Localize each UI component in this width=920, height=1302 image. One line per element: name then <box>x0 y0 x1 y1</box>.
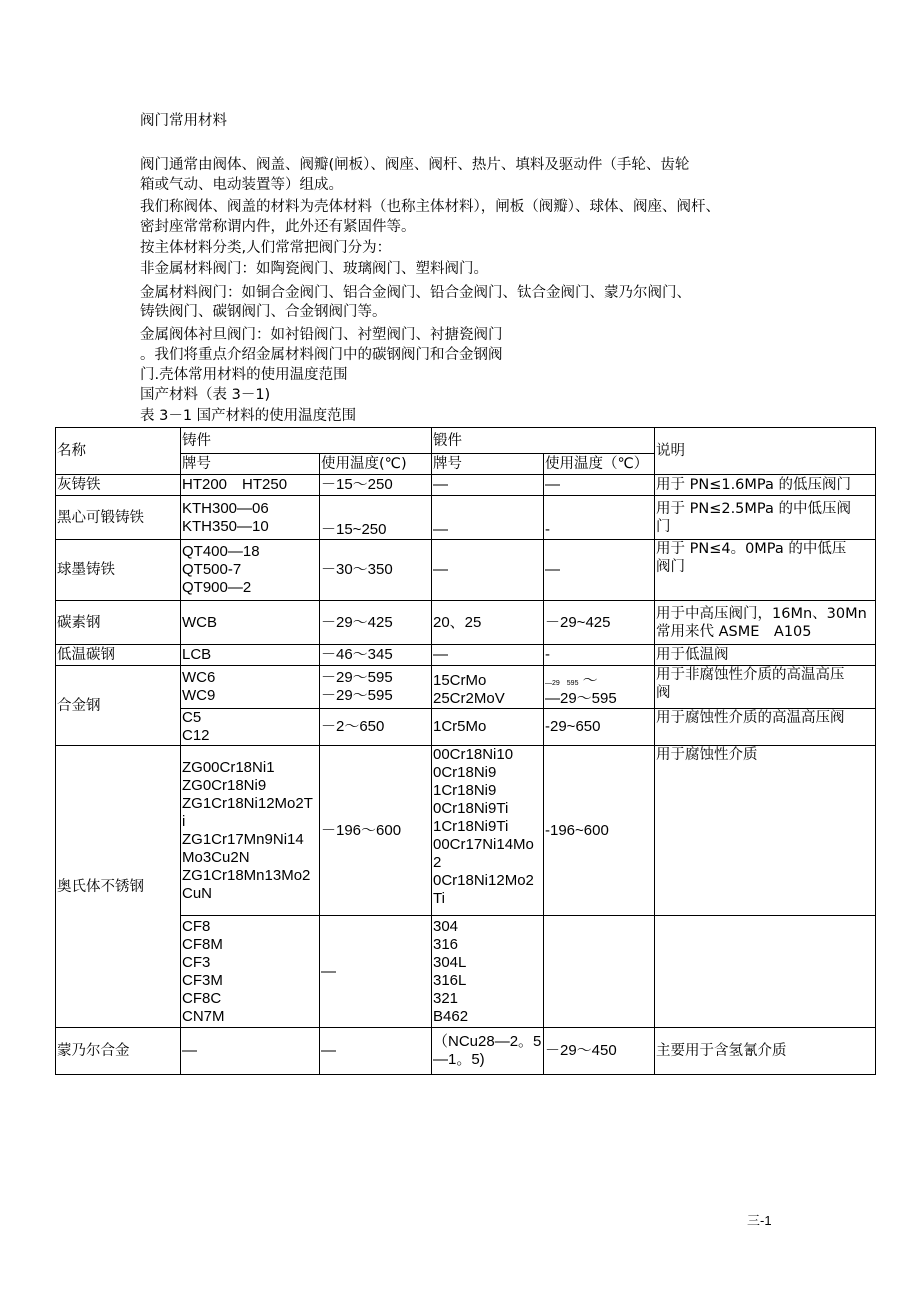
cast-grade-line: ZG1Cr18Ni12Mo2T <box>182 794 313 812</box>
cast-temp: －46～345 <box>320 645 432 666</box>
forge-temp: - <box>544 645 655 666</box>
forge-grade-line: 1Cr18Ni9 <box>433 782 497 799</box>
cast-temp: — <box>320 1028 432 1075</box>
forge-grade-line: Ti <box>433 890 445 907</box>
remark <box>655 666 876 709</box>
forge-grade-line: 15CrMo <box>433 672 487 689</box>
remark-line: 用于 PN≤4。0MPa 的中低压 <box>656 541 847 557</box>
cast-temp: －196～600 <box>320 746 432 916</box>
table-row <box>56 666 876 709</box>
cast-grade-line: CF3 <box>182 953 211 971</box>
cast-grade-line: WC6 <box>182 669 216 686</box>
remark-line: 阀门 <box>656 559 685 575</box>
cast-temp: －2～650 <box>320 709 432 746</box>
paragraph-line: 密封座常常称谓内件，此外还有紧固件等。 <box>140 219 416 235</box>
paragraph-line: 。我们将重点介绍金属材料阀门中的碳钢阀门和合金钢阀 <box>140 347 503 363</box>
remark: 用于腐蚀性介质的高温高压阀 <box>655 709 876 746</box>
forge-grade <box>432 1028 544 1075</box>
cast-grade <box>181 746 320 916</box>
cast-grade <box>181 496 320 540</box>
remark-line: 门 <box>656 518 671 535</box>
cast-grade-line: QT400—18 <box>182 543 260 560</box>
paragraph-line: 金属阀体衬旦阀门：如衬铅阀门、衬塑阀门、衬搪瓷阀门 <box>140 327 503 343</box>
forge-temp: -196~600 <box>544 746 655 916</box>
forge-grade-line: 321 <box>433 989 459 1007</box>
forge-grade-line: 0Cr18Ni9 <box>433 764 497 781</box>
material-name: 蒙乃尔合金 <box>56 1028 181 1075</box>
cast-grade-line: ZG1Cr18Mn13Mo2 <box>182 866 311 884</box>
paragraph-line: 非金属材料阀门：如陶瓷阀门、玻璃阀门、塑料阀门。 <box>140 261 488 277</box>
cast-grade-line: C12 <box>182 727 210 744</box>
cast-grade: LCB <box>181 645 320 666</box>
cast-temp-line: －29～595 <box>321 669 393 686</box>
cast-grade: HT200 HT250 <box>181 475 320 496</box>
cast-temp: －30～350 <box>320 540 432 601</box>
forge-grade-line: 304 <box>433 917 459 935</box>
remark-line: 阀 <box>656 685 671 701</box>
remark-line: 用于中高压阀门，16Mn、30Mn <box>656 605 867 622</box>
remark: 用于低温阀 <box>655 645 876 666</box>
forge-grade <box>432 916 544 1028</box>
table-caption: 表 3－1 国产材料的使用温度范围 <box>140 408 357 424</box>
paragraph-line: 金属材料阀门：如铜合金阀门、铝合金阀门、铅合金阀门、钛合金阀门、蒙乃尔阀门、 <box>140 285 691 301</box>
forge-grade-line: 00Cr18Ni10 <box>433 746 514 763</box>
cast-grade <box>181 666 320 709</box>
remark <box>655 916 876 1028</box>
header-casting: 铸件 <box>181 428 432 454</box>
cast-temp: — <box>320 916 432 1028</box>
forge-grade-line: （NCu28—2。5 <box>433 1033 542 1050</box>
cast-temp: －29～425 <box>320 601 432 645</box>
page-number: 三-1 <box>747 1213 772 1228</box>
remark-line: 用于 PN≤2.5MPa 的中低压阀 <box>656 500 852 517</box>
header-forge-temp: 使用温度（℃） <box>544 454 655 475</box>
table-row <box>56 645 876 666</box>
table-row <box>56 496 876 540</box>
materials-table <box>55 427 876 1075</box>
cast-grade-line: ZG1Cr17Mn9Ni14 <box>182 830 304 848</box>
material-name: 灰铸铁 <box>56 475 181 496</box>
paragraph-line: 我们称阀体、阀盖的材料为壳体材料（也称主体材料），闸板（阀瓣）、球体、阀座、阀杆、 <box>140 199 720 215</box>
forge-grade-line: 25Cr2MoV <box>433 690 505 707</box>
forge-grade: — <box>432 496 544 540</box>
forge-grade: 1Cr5Mo <box>432 709 544 746</box>
forge-grade: — <box>432 645 544 666</box>
cast-grade-line: QT900—2 <box>182 579 252 596</box>
forge-temp: －29～450 <box>544 1028 655 1075</box>
table-header-row <box>56 428 876 454</box>
table-row <box>56 1028 876 1075</box>
cast-grade-line: ZG0Cr18Ni9 <box>182 776 267 794</box>
material-name: 奥氏体不锈钢 <box>56 746 181 1028</box>
cast-grade-line: KTH350—10 <box>182 517 269 535</box>
forge-temp-note: —29 595 <box>545 680 579 687</box>
forge-grade <box>432 666 544 709</box>
page-title: 阀门常用材料 <box>140 113 227 129</box>
table-row <box>56 746 876 916</box>
header-forging: 锻件 <box>432 428 655 454</box>
remark: 用于 PN≤1.6MPa 的低压阀门 <box>655 475 876 496</box>
header-name: 名称 <box>56 428 181 475</box>
material-name: 碳素钢 <box>56 601 181 645</box>
remark-line: 常用来代 ASME A105 <box>656 623 812 640</box>
cast-grade-line: CF8C <box>182 989 222 1007</box>
header-forge-grade: 牌号 <box>432 454 544 475</box>
material-name: 球墨铸铁 <box>56 540 181 601</box>
forge-temp: — <box>544 540 655 601</box>
cast-grade: WCB <box>181 601 320 645</box>
forge-grade: — <box>432 540 544 601</box>
forge-temp: — <box>544 475 655 496</box>
cast-grade: — <box>181 1028 320 1075</box>
forge-grade <box>432 746 544 916</box>
paragraph-line: 按主体材料分类,人们常常把阀门分为： <box>140 240 392 256</box>
forge-temp: －29~425 <box>544 601 655 645</box>
material-name: 低温碳钢 <box>56 645 181 666</box>
cast-grade-line: Mo3Cu2N <box>182 848 250 866</box>
forge-grade-line: —1。5) <box>433 1051 485 1068</box>
header-cast-grade: 牌号 <box>181 454 320 475</box>
table-row <box>56 540 876 601</box>
forge-temp <box>544 666 655 709</box>
remark <box>655 496 876 540</box>
cast-grade-line: CF8M <box>182 935 223 953</box>
remark: 主要用于含氢氰介质 <box>655 1028 876 1075</box>
cast-temp: －15~250 <box>320 496 432 540</box>
remark <box>655 601 876 645</box>
cast-grade-line: CuN <box>182 884 213 902</box>
cast-grade-line: i <box>182 812 186 830</box>
forge-grade-line: 304L <box>433 953 467 971</box>
paragraph-line: 铸铁阀门、碳钢阀门、合金钢阀门等。 <box>140 304 387 320</box>
cast-grade <box>181 709 320 746</box>
cast-grade-line: KTH300—06 <box>182 499 269 517</box>
forge-temp: -29~650 <box>544 709 655 746</box>
cast-grade <box>181 916 320 1028</box>
header-remark: 说明 <box>655 428 876 475</box>
forge-grade-line: 2 <box>433 854 442 871</box>
cast-grade-line: CF8 <box>182 917 211 935</box>
header-cast-temp: 使用温度(℃) <box>320 454 432 475</box>
paragraph-line: 箱或气动、电动装置等）组成。 <box>140 177 343 193</box>
remark-line: 用于非腐蚀性介质的高温高压 <box>656 667 845 683</box>
forge-grade: — <box>432 475 544 496</box>
cast-temp-line: －29～595 <box>321 687 393 704</box>
table-row <box>56 475 876 496</box>
forge-grade-line: B462 <box>433 1007 469 1025</box>
forge-temp <box>544 916 655 1028</box>
forge-temp-tilde: ～ <box>582 672 598 689</box>
forge-temp: - <box>544 496 655 540</box>
forge-grade-line: 0Cr18Ni9Ti <box>433 800 509 817</box>
cast-grade <box>181 540 320 601</box>
forge-grade-line: 0Cr18Ni12Mo2 <box>433 872 534 889</box>
material-name: 合金钢 <box>56 666 181 746</box>
forge-temp-value: —29～595 <box>545 690 617 707</box>
forge-grade-line: 316L <box>433 971 467 989</box>
cast-grade-line: ZG00Cr18Ni1 <box>182 758 275 776</box>
table-row <box>56 601 876 645</box>
cast-grade-line: C5 <box>182 709 202 726</box>
remark: 用于腐蚀性介质 <box>655 746 876 916</box>
forge-grade-line: 316 <box>433 935 459 953</box>
cast-temp: －15～250 <box>320 475 432 496</box>
cast-grade-line: WC9 <box>182 687 216 704</box>
remark <box>655 540 876 601</box>
cast-temp <box>320 666 432 709</box>
forge-grade-line: 00Cr17Ni14Mo <box>433 836 534 853</box>
forge-grade-line: 1Cr18Ni9Ti <box>433 818 509 835</box>
paragraph-line: 门.壳体常用材料的使用温度范围 <box>140 367 348 383</box>
cast-grade-line: QT500-7 <box>182 561 242 578</box>
paragraph-line: 国产材料（表 3－1) <box>140 387 271 403</box>
cast-grade-line: CN7M <box>182 1007 225 1025</box>
forge-grade: 20、25 <box>432 601 544 645</box>
material-name: 黑心可锻铸铁 <box>56 496 181 540</box>
cast-grade-line: CF3M <box>182 971 223 989</box>
paragraph-line: 阀门通常由阀体、阀盖、阀瓣(闸板）、阀座、阀杆、热片、填料及驱动件（手轮、齿轮 <box>140 157 690 173</box>
